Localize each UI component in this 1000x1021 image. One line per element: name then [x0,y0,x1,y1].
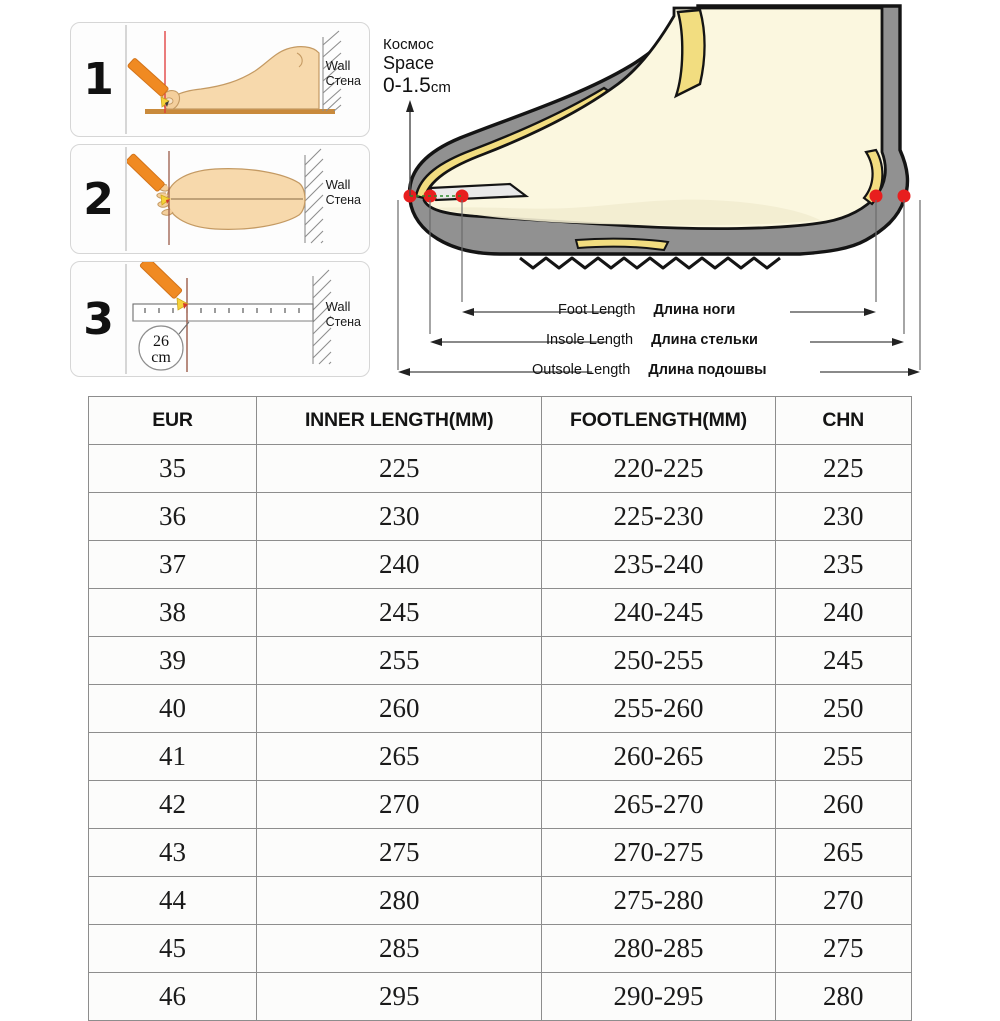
column-header-footlength: FOOTLENGTH(MM) [542,397,775,445]
cell-footlength: 240-245 [542,589,775,637]
step-panel-1 [70,22,370,137]
space-label-en: Space [383,53,435,74]
dim-outsole-left-arrow [398,368,410,376]
table-row [89,877,912,925]
cell-chn: 280 [775,973,912,1021]
dim-outsole-right-arrow [908,368,920,376]
wall-label-en: Wall [325,299,351,314]
cell-footlength: 220-225 [542,445,775,493]
cell-eur: 36 [89,493,257,541]
step-number-3: 3 [83,293,113,345]
cell-chn: 225 [775,445,912,493]
dim-foot-right-arrow [864,308,876,316]
table-row [89,733,912,781]
cell-inner-length: 275 [256,829,542,877]
cell-footlength: 270-275 [542,829,775,877]
shoe-cross-section-diagram [380,0,1000,390]
dim-insole-right-arrow [892,338,904,346]
cell-chn: 270 [775,877,912,925]
space-arrow-head [406,100,414,112]
dim-foot-left-arrow [462,308,474,316]
toe-cap [430,184,526,200]
table-row [89,589,912,637]
cell-inner-length: 270 [256,781,542,829]
cell-eur: 44 [89,877,257,925]
wall-label-3 [326,300,361,329]
wall-label-ru: Стена [325,192,361,207]
dim-insole-left-arrow [430,338,442,346]
column-header-eur: EUR [89,397,257,445]
cell-inner-length: 230 [256,493,542,541]
cell-eur: 45 [89,925,257,973]
wall-label-ru: Стена [325,73,361,88]
wall-label-1 [326,59,361,88]
cell-inner-length: 265 [256,733,542,781]
step-panel-2 [70,144,370,254]
table-row [89,781,912,829]
table-row [89,829,912,877]
dim-insole-ru: Длина стельки [651,332,758,348]
cell-footlength: 265-270 [542,781,775,829]
cell-chn: 245 [775,637,912,685]
cell-inner-length: 285 [256,925,542,973]
cell-footlength: 275-280 [542,877,775,925]
cell-footlength: 290-295 [542,973,775,1021]
wall-label-en: Wall [325,177,351,192]
step-panel-3 [70,261,370,377]
table-body [89,445,912,1021]
cell-chn: 275 [775,925,912,973]
step-number-1: 1 [83,54,113,105]
cell-eur: 42 [89,781,257,829]
dim-outsole-en: Outsole Length [532,362,631,378]
cell-chn: 260 [775,781,912,829]
column-header-inner-length: INNER LENGTH(MM) [256,397,542,445]
cell-eur: 38 [89,589,257,637]
cell-footlength: 280-285 [542,925,775,973]
cell-inner-length: 280 [256,877,542,925]
table-row [89,445,912,493]
cell-eur: 35 [89,445,257,493]
space-label-ru: Космос [383,36,434,53]
dim-foot-en: Foot Length [558,302,636,318]
cell-footlength: 260-265 [542,733,775,781]
column-header-chn: CHN [775,397,912,445]
table-row [89,973,912,1021]
cell-chn: 255 [775,733,912,781]
cell-inner-length: 225 [256,445,542,493]
measure-instructions [70,22,372,377]
cell-chn: 250 [775,685,912,733]
cell-inner-length: 240 [256,541,542,589]
cell-inner-length: 245 [256,589,542,637]
cell-footlength: 225-230 [542,493,775,541]
cell-footlength: 255-260 [542,685,775,733]
step-number-2: 2 [83,173,113,225]
table-header-row [89,397,912,445]
cell-eur: 40 [89,685,257,733]
dim-outsole-ru: Длина подошвы [648,362,767,378]
wall-label-en: Wall [325,58,351,73]
size-conversion-table [88,396,912,1021]
table-row [89,541,912,589]
cell-footlength: 235-240 [542,541,775,589]
cell-chn: 235 [775,541,912,589]
dim-insole-en: Insole Length [546,332,634,348]
table-row [89,685,912,733]
table-row [89,637,912,685]
table-row [89,493,912,541]
wall-label-ru: Стена [325,314,361,329]
cell-footlength: 250-255 [542,637,775,685]
measure-unit: cm [151,349,171,366]
shoe-foot-svg [380,0,1000,390]
space-unit: cm [430,78,451,96]
cell-eur: 39 [89,637,257,685]
cell-inner-length: 260 [256,685,542,733]
cell-chn: 265 [775,829,912,877]
space-value: 0-1.5 [383,73,431,97]
table-row [89,925,912,973]
cell-inner-length: 255 [256,637,542,685]
pencil-icon [127,58,169,107]
cell-chn: 240 [775,589,912,637]
wall-label-2 [326,178,361,207]
cell-eur: 46 [89,973,257,1021]
measure-value: 26 [153,333,169,350]
dim-foot-ru: Длина ноги [653,302,736,318]
pencil-icon [127,153,170,205]
pencil-icon [140,262,188,310]
cell-chn: 230 [775,493,912,541]
cell-eur: 43 [89,829,257,877]
cell-inner-length: 295 [256,973,542,1021]
cell-eur: 41 [89,733,257,781]
cell-eur: 37 [89,541,257,589]
